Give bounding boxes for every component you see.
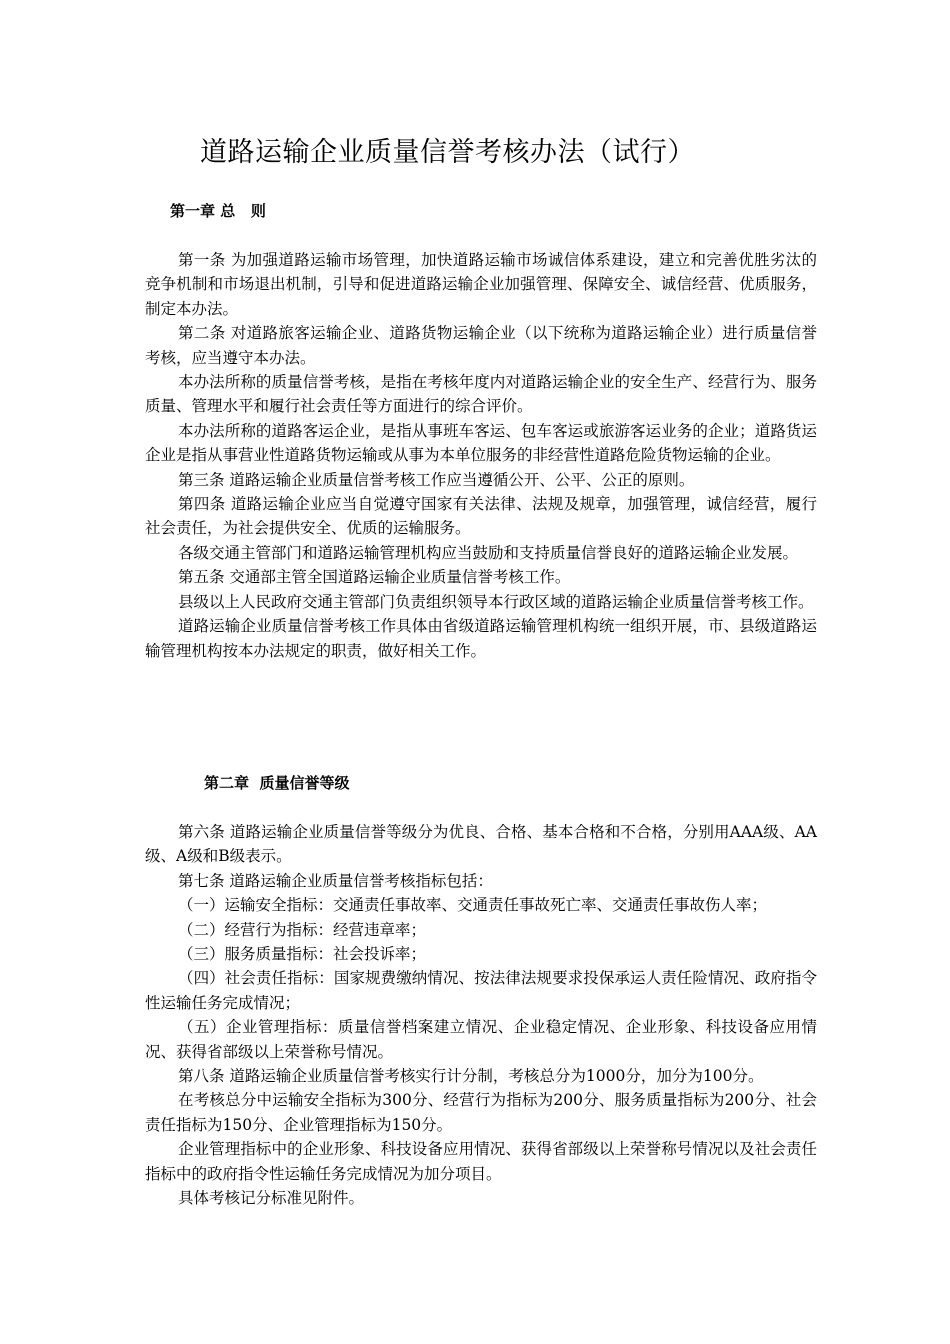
article-2: 第二条 对道路旅客运输企业、道路货物运输企业（以下统称为道路运输企业）进行质量信誉考核，应当遵守本办法。: [145, 324, 817, 367]
article-3: 第三条 道路运输企业质量信誉考核工作应当遵循公开、公平、公正的原则。: [178, 470, 695, 489]
paragraph: 道路运输企业质量信誉考核工作具体由省级道路运输管理机构统一组织开展，市、县级道路运输管理机构按本办法规定的职责，做好相关工作。: [145, 617, 817, 660]
list-item: （三）服务质量指标：社会投诉率；: [178, 945, 427, 964]
paragraph: 本办法所称的质量信誉考核，是指在考核年度内对道路运输企业的安全生产、经营行为、服务质量、管理水平和履行社会责任等方面进行的综合评价。: [145, 373, 817, 416]
chapter-2-body: [145, 820, 817, 1211]
article-7: 第七条 道路运输企业质量信誉考核指标包括：: [178, 871, 493, 890]
paragraph: 县级以上人民政府交通主管部门负责组织领导本行政区域的道路运输企业质量信誉考核工作。: [178, 592, 814, 611]
paragraph: 在考核总分中运输安全指标为300分、经营行为指标为200分、服务质量指标为200分、社会责任指标为150分、企业管理指标为150分。: [145, 1091, 817, 1134]
list-item: （四）社会责任指标：国家规费缴纳情况、按法律法规要求投保承运人责任险情况、政府指令性运输任务完成情况；: [145, 969, 817, 1012]
list-item: （五）企业管理指标：质量信誉档案建立情况、企业稳定情况、企业形象、科技设备应用情况、获得省部级以上荣誉称号情况。: [145, 1018, 817, 1061]
paragraph: 具体考核记分标准见附件。: [178, 1189, 365, 1208]
article-4: 第四条 道路运输企业应当自觉遵守国家有关法律、法规及规章，加强管理，诚信经营，履行社会责任，为社会提供安全、优质的运输服务。: [145, 495, 817, 538]
chapter-heading: 第二章 质量信誉等级: [204, 774, 350, 792]
paragraph: 企业管理指标中的企业形象、科技设备应用情况、获得省部级以上荣誉称号情况以及社会责任指标中的政府指令性运输任务完成情况为加分项目。: [145, 1140, 817, 1183]
article-1: 第一条 为加强道路运输市场管理，加快道路运输市场诚信体系建设，建立和完善优胜劣汰的竞争机制和市场退出机制，引导和促进道路运输企业加强管理、保障安全、诚信经营、优质服务，制定本办法。: [145, 251, 817, 318]
list-item: （二）经营行为指标：经营违章率；: [178, 920, 427, 939]
list-item: （一）运输安全指标：交通责任事故率、交通责任事故死亡率、交通责任事故伤人率；: [178, 896, 768, 915]
chapter-heading: 第一章 总 则: [170, 202, 266, 220]
chapter-1-body: [145, 248, 817, 663]
article-6: 第六条 道路运输企业质量信誉等级分为优良、合格、基本合格和不合格，分别用AAA级、AA级、A级和B级表示。: [145, 823, 817, 866]
document-title: 道路运输企业质量信誉考核办法（试行）: [200, 137, 695, 168]
paragraph: 各级交通主管部门和道路运输管理机构应当鼓励和支持质量信誉良好的道路运输企业发展。: [178, 543, 799, 562]
article-5: 第五条 交通部主管全国道路运输企业质量信誉考核工作。: [178, 568, 571, 587]
paragraph: 本办法所称的道路客运企业，是指从事班车客运、包车客运或旅游客运业务的企业；道路货运企业是指从事营业性道路货物运输或从事为本单位服务的非经营性道路危险货物运输的企业。: [145, 421, 817, 465]
article-8: 第八条 道路运输企业质量信誉考核实行计分制，考核总分为1000分，加分为100分。: [178, 1067, 764, 1086]
